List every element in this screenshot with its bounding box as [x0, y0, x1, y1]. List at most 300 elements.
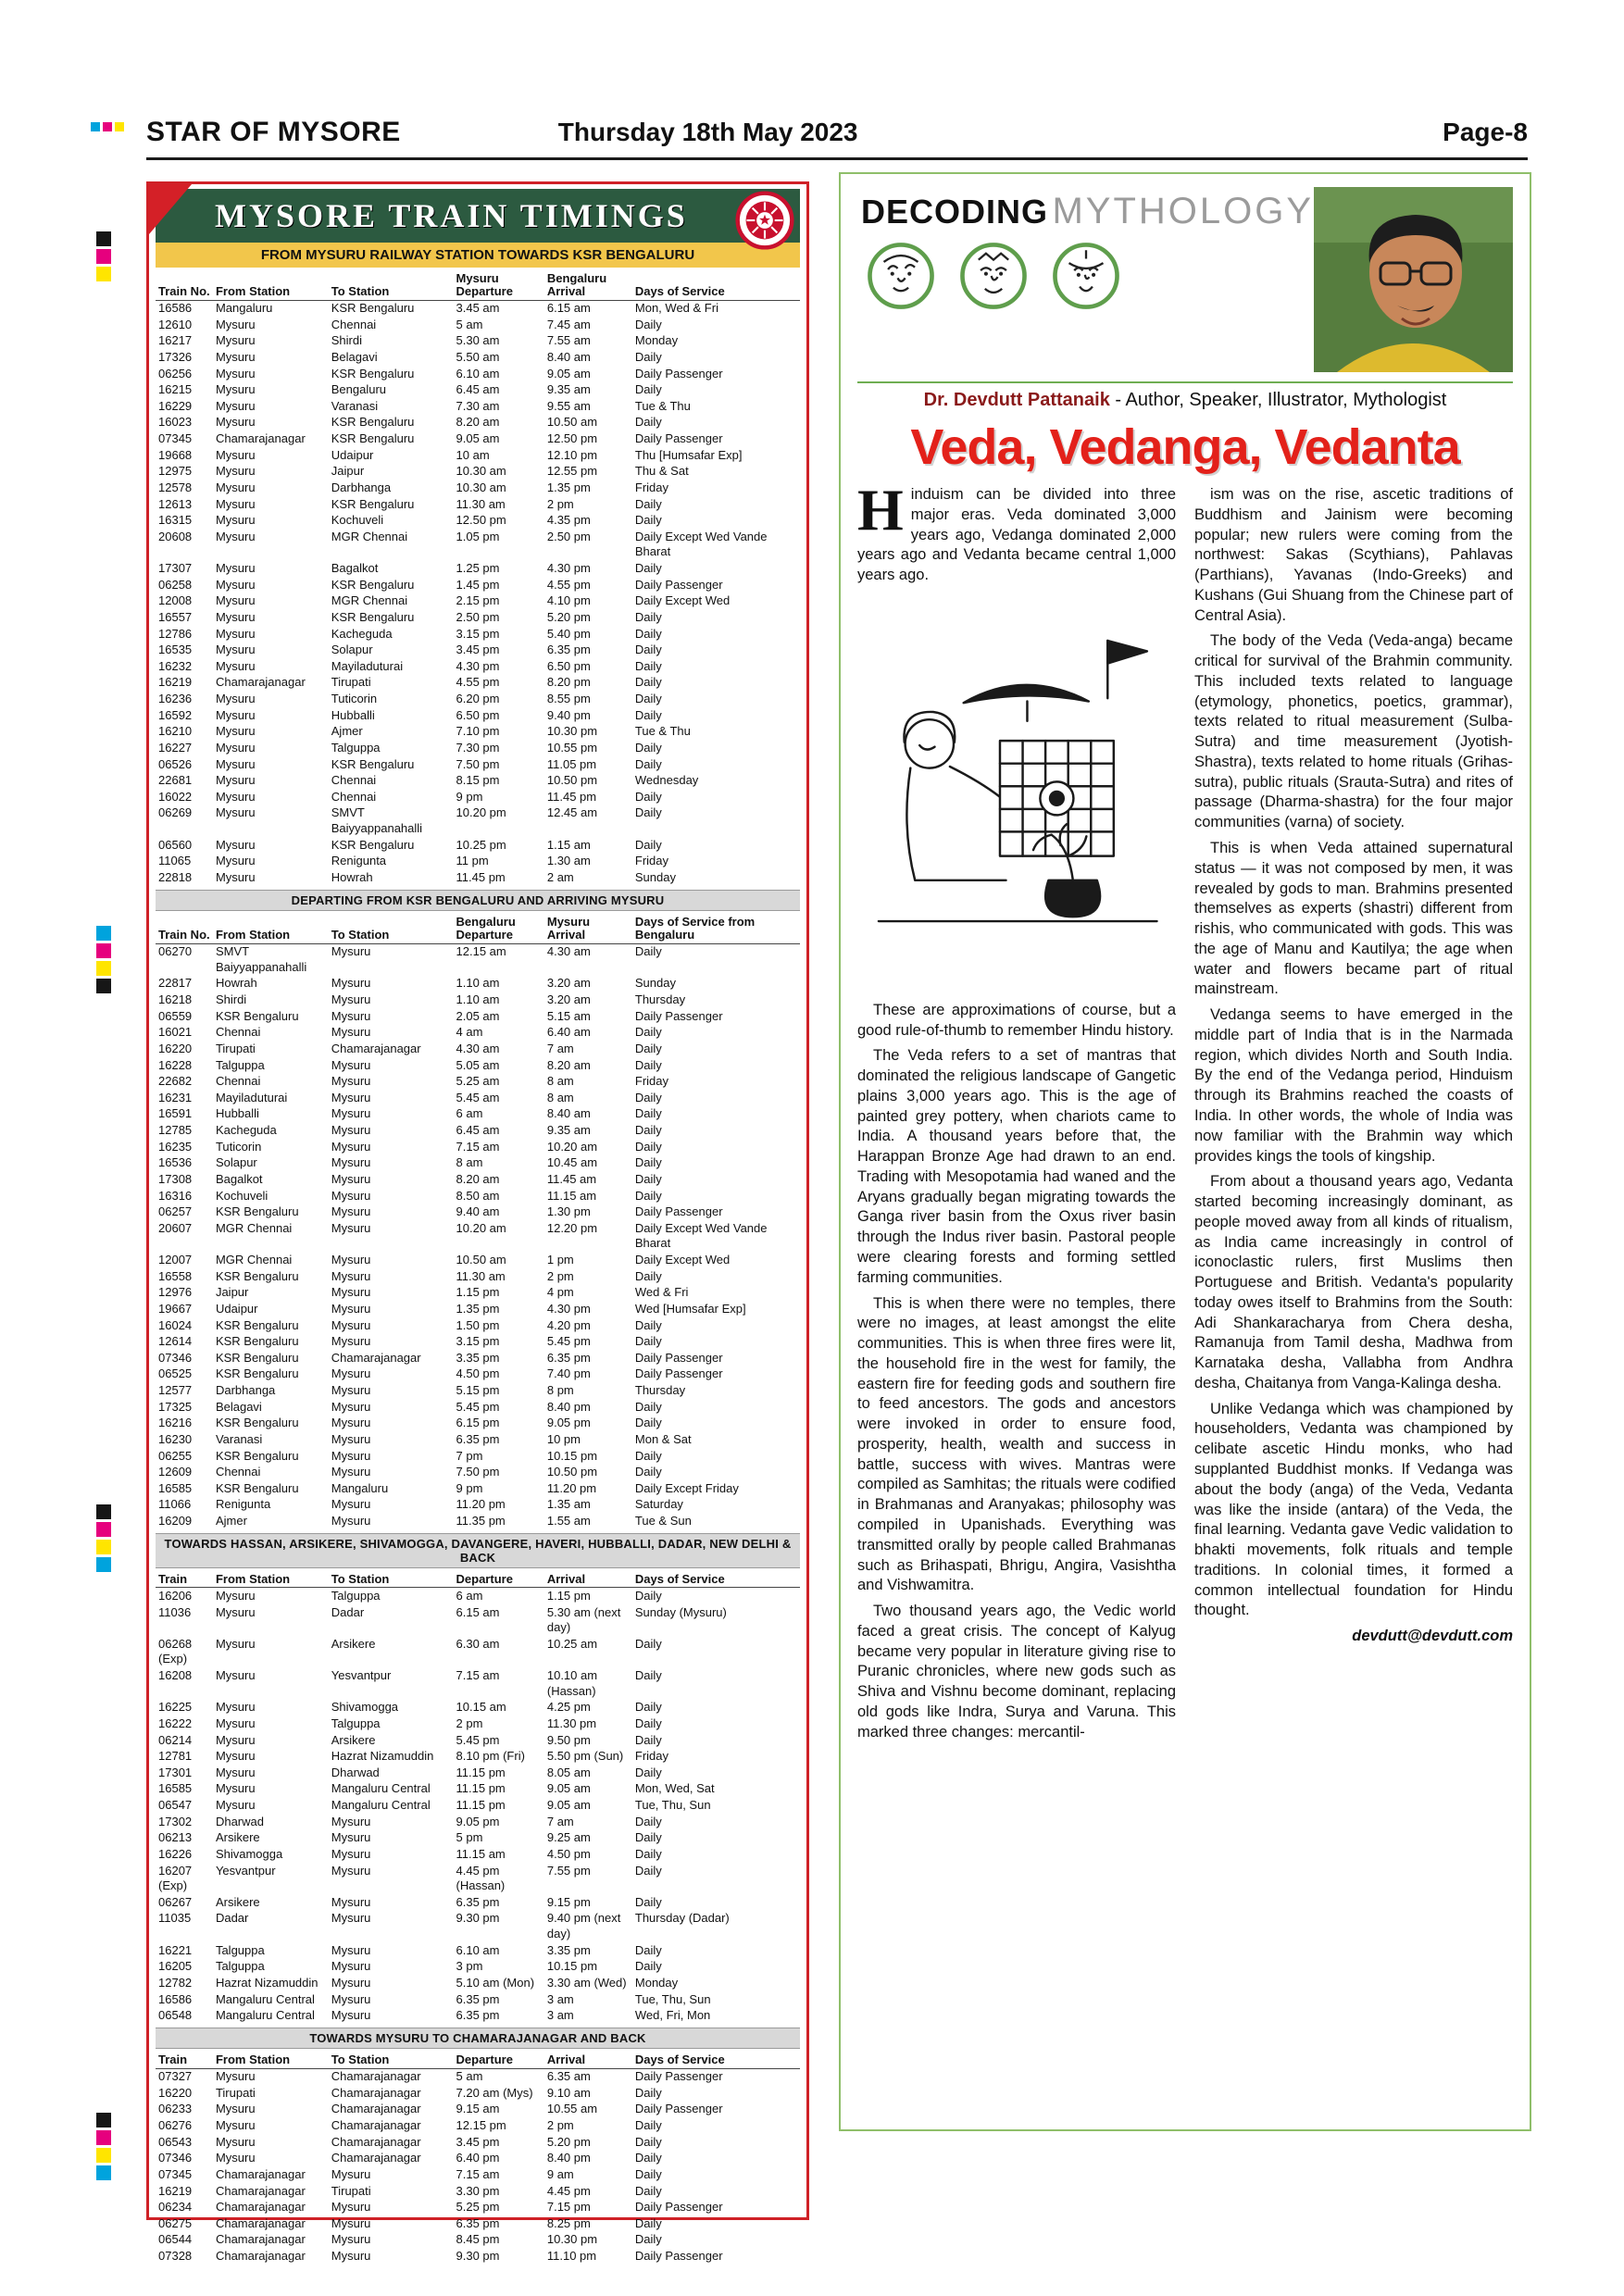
table-cell: 5.20 pm	[546, 609, 591, 624]
table-cell: Mysuru	[331, 1139, 371, 1154]
table-cell: Hazrat Nizamuddin	[215, 1975, 319, 1990]
article-body	[857, 477, 1513, 1748]
table-cell: Mysuru	[215, 2151, 256, 2165]
table-cell: Mysuru	[215, 1798, 256, 1813]
table-cell: Daily	[634, 1139, 662, 1154]
table-cell: 12976	[158, 1285, 193, 1300]
table-cell: 8.15 pm	[456, 773, 500, 788]
table-cell: 16208	[158, 1668, 193, 1683]
table-cell: 5.05 am	[456, 1057, 500, 1072]
table-cell: Daily Except Wed Vande Bharat	[634, 529, 768, 559]
table-cell: 06255	[158, 1448, 193, 1463]
table-cell: Daily	[634, 1416, 662, 1430]
table-cell: 9.40 pm (next day)	[546, 1911, 621, 1941]
table-row	[156, 1041, 800, 1057]
table-cell: Daily	[634, 1765, 662, 1779]
table-cell: Daily Passenger	[634, 1366, 723, 1381]
table-cell: 8.25 pm	[546, 2215, 591, 2230]
table-cell: 16315	[158, 513, 193, 528]
table-cell: 7.30 am	[456, 398, 500, 413]
table-cell: Mysuru	[215, 1732, 256, 1747]
table-row	[156, 317, 800, 333]
table-cell: 3 am	[546, 1991, 574, 2006]
table-cell: 5.10 am (Mon)	[456, 1975, 535, 1990]
table-cell: Daily	[634, 1863, 662, 1878]
table-cell: 16222	[158, 1716, 193, 1730]
table-cell: Daily Passenger	[634, 2069, 723, 2084]
table-row	[156, 2232, 800, 2249]
table-cell: Mangaluru Central	[331, 1798, 431, 1813]
table-cell: Mysuru	[331, 1814, 371, 1828]
registration-marks	[96, 926, 111, 993]
table-cell: Jaipur	[215, 1285, 249, 1300]
table-cell: Mysuru	[331, 1863, 371, 1878]
table-cell: 5 am	[456, 317, 483, 331]
table-cell: 4.55 pm	[456, 675, 500, 690]
table-cell: 11035	[158, 1911, 192, 1926]
table-cell: 07328	[158, 2249, 193, 2264]
table-row	[156, 1668, 800, 1700]
table-cell: 2.50 pm	[456, 609, 500, 624]
table-cell: 1.30 am	[546, 854, 591, 868]
table-cell: Mysuru	[215, 382, 256, 397]
table-cell: Mangaluru	[331, 1480, 389, 1495]
table-cell: Daily	[634, 1123, 662, 1138]
kicker-mythology: MYTHOLOGY	[1052, 191, 1315, 231]
table-cell: Chamarajanagar	[215, 2183, 306, 2198]
table-cell: 10.15 pm	[546, 1448, 598, 1463]
table-cell: Mysuru	[215, 1668, 256, 1683]
table-row	[156, 1588, 800, 1604]
newspaper-name: STAR OF MYSORE	[146, 117, 401, 147]
table-cell: 12577	[158, 1383, 193, 1398]
table-row	[156, 1514, 800, 1530]
table-cell: Wed & Fri	[634, 1285, 689, 1300]
table-row	[156, 1025, 800, 1042]
table-cell: 5.50 pm (Sun)	[546, 1749, 624, 1764]
table-cell: 7.45 am	[546, 317, 591, 331]
table-row	[156, 1863, 800, 1894]
table-cell: Mysuru	[215, 496, 256, 511]
table-cell: KSR Bengaluru	[331, 837, 415, 852]
table-cell: Daily	[634, 1588, 662, 1603]
table-cell: 3.15 pm	[456, 626, 500, 641]
table-row	[156, 366, 800, 382]
table-cell: 1.15 am	[546, 837, 591, 852]
table-cell: Mysuru	[331, 1090, 371, 1104]
table-cell: 17325	[158, 1399, 193, 1414]
table-cell: MGR Chennai	[331, 529, 408, 543]
table-cell: 22681	[158, 773, 193, 788]
table-cell: Daily Passenger	[634, 1008, 723, 1023]
table-row	[156, 740, 800, 756]
table-cell: Friday	[634, 480, 669, 494]
table-cell: 10.20 am	[546, 1139, 598, 1154]
table-cell: 9.30 pm	[456, 2249, 500, 2264]
table-cell: Daily	[634, 1942, 662, 1957]
article-header	[857, 187, 1513, 372]
table-cell: Mysuru	[215, 626, 256, 641]
table-cell: Shirdi	[215, 992, 247, 1007]
table-cell: Tue, Thu, Sun	[634, 1798, 711, 1813]
mythology-article	[839, 172, 1531, 2131]
table-row	[156, 675, 800, 692]
table-cell: 9.25 am	[546, 1830, 591, 1845]
table-cell: Kacheguda	[331, 626, 393, 641]
table-cell: 4.45 pm	[546, 2183, 591, 2198]
table-cell: 3.45 pm	[456, 643, 500, 657]
table-cell: Mysuru	[215, 1636, 256, 1651]
table-cell: KSR Bengaluru	[215, 1366, 299, 1381]
article-title: Veda, Vedanga, Vedanta	[910, 419, 1460, 475]
table-cell: Shivamogga	[215, 1846, 283, 1861]
table-row	[156, 1268, 800, 1285]
table-cell: 7.40 pm	[546, 1366, 591, 1381]
red-flag-icon	[149, 184, 192, 234]
table-cell: 10.30 pm	[546, 2232, 598, 2247]
table-cell: 8.50 am	[456, 1188, 500, 1203]
table-cell: Udaipur	[215, 1301, 258, 1316]
table-row	[156, 1846, 800, 1863]
table-cell: 06276	[158, 2118, 193, 2133]
table-cell: Mysuru	[331, 1025, 371, 1040]
table-row	[156, 1301, 800, 1317]
table-cell: KSR Bengaluru	[331, 366, 415, 381]
table-cell: 1.30 pm	[546, 1204, 591, 1219]
table-cell: 9.05 pm	[546, 1416, 591, 1430]
table-row	[156, 756, 800, 773]
table-cell: Daily	[634, 1814, 662, 1828]
table-cell: Chamarajanagar	[331, 2085, 421, 2100]
column-header: To Station	[329, 2053, 454, 2068]
table-cell: Daily	[634, 1155, 662, 1170]
table-row	[156, 300, 800, 317]
table-cell: 10 pm	[546, 1431, 581, 1446]
table-cell: 7 am	[546, 1041, 574, 1055]
table-cell: 1.35 pm	[456, 1301, 500, 1316]
table-row	[156, 869, 800, 886]
table-cell: 07346	[158, 1350, 193, 1365]
table-cell: 3.20 am	[546, 976, 591, 991]
table-row	[156, 2249, 800, 2265]
table-cell: 10.45 am	[546, 1155, 598, 1170]
caption-chamarajanagar-line: TOWARDS MYSURU TO CHAMARAJANAGAR AND BACK	[156, 2028, 800, 2049]
table-cell: 5.20 pm	[546, 2134, 591, 2149]
table-cell: Daily	[634, 1057, 662, 1072]
article-column-1	[857, 477, 1176, 1748]
issue-date: Thursday 18th May 2023	[557, 118, 858, 146]
table-cell: Tue & Sun	[634, 1514, 692, 1529]
table-cell: 3 am	[546, 2008, 574, 2023]
table-row	[156, 1959, 800, 1976]
table-cell: KSR Bengaluru	[215, 1204, 299, 1219]
column-header: To Station	[329, 271, 454, 300]
table-row	[156, 943, 800, 976]
table-cell: Daily	[634, 692, 662, 706]
table-cell: Chennai	[215, 1025, 261, 1040]
table-cell: Daily	[634, 2183, 662, 2198]
table-cell: 16219	[158, 2183, 193, 2198]
table-row	[156, 609, 800, 626]
table-row	[156, 1975, 800, 1991]
table-row	[156, 577, 800, 593]
table-cell: 22682	[158, 1074, 193, 1089]
table-cell: KSR Bengaluru	[331, 609, 415, 624]
table-row	[156, 1204, 800, 1221]
table-row	[156, 1399, 800, 1416]
table-cell: Mysuru	[215, 805, 256, 820]
table-row	[156, 382, 800, 399]
table-cell: 10.50 am	[456, 1253, 506, 1267]
table-cell: 12782	[158, 1975, 193, 1990]
table-cell: Tue & Thu	[634, 398, 691, 413]
table-cell: 7.15 pm	[546, 2200, 591, 2215]
table-cell: Daily	[634, 1171, 662, 1186]
table-cell: Mysuru	[331, 1991, 371, 2006]
table-cell: 22818	[158, 869, 193, 884]
table-row	[156, 1716, 800, 1732]
table-cell: Mysuru	[331, 2008, 371, 2023]
table-cell: Mysuru	[215, 366, 256, 381]
author-name: Dr. Devdutt Pattanaik	[923, 390, 1110, 410]
article-paragraph: This is when Veda attained supernatural status — it was not composed by men, it was revealed by gods to man. Brahmins presented themselves as experts (shastri) different from rishis, who communicated with gods. This was the age of Manu and Kautilya; the age when water and flowers became part of ritual mainstream.	[1194, 840, 1513, 998]
table-cell: KSR Bengaluru	[215, 1448, 299, 1463]
table-cell: 10.50 pm	[546, 1465, 598, 1479]
table-cell: 5.45 pm	[456, 1399, 500, 1414]
column-header: Train No.	[156, 915, 213, 943]
caption-towards-bengaluru: FROM MYSURU RAILWAY STATION TOWARDS KSR BENGALURU	[156, 243, 800, 268]
table-cell: Tirupati	[215, 2085, 256, 2100]
column-header: Train	[156, 2053, 213, 2068]
table-cell: 9.15 pm	[546, 1894, 591, 1909]
table-cell: Chamarajanagar	[215, 675, 306, 690]
table-row	[156, 349, 800, 366]
table-cell: Daily Except Friday	[634, 1480, 739, 1495]
table-cell: 10.55 pm	[546, 740, 598, 755]
table-cell: 16228	[158, 1057, 193, 1072]
table-cell: Mysuru	[331, 1268, 371, 1283]
table-cell: Monday	[634, 333, 679, 348]
table-cell: 17302	[158, 1814, 193, 1828]
table-cell: Mysuru	[215, 1765, 256, 1779]
table-cell: Mysuru	[331, 1253, 371, 1267]
table-cell: Mysuru	[331, 1911, 371, 1926]
table-cell: 6.50 pm	[546, 658, 591, 673]
table-cell: Daily	[634, 496, 662, 511]
table-cell: 16236	[158, 692, 193, 706]
table-cell: Mysuru	[215, 756, 256, 771]
table-cell: Mysuru	[331, 1465, 371, 1479]
table-cell: 9 pm	[456, 1480, 483, 1495]
table-cell: 3.15 pm	[456, 1334, 500, 1349]
table-cell: Mysuru	[215, 480, 256, 494]
table-cell: Mayiladuturai	[215, 1090, 288, 1104]
table-cell: 1.15 pm	[546, 1588, 591, 1603]
article-paragraph: These are approximations of course, but a good rule-of-thumb to remember Hindu history.	[857, 1001, 1176, 1039]
table-cell: 06548	[158, 2008, 193, 2023]
table-cell: Chamarajanagar	[331, 2151, 421, 2165]
column-2-paragraphs	[1194, 485, 1513, 1621]
table-cell: Arsikere	[331, 1732, 376, 1747]
table-cell: Jaipur	[331, 464, 365, 479]
table-cell: 4.30 am	[546, 944, 591, 959]
table-cell: 11.15 pm	[456, 1781, 506, 1796]
table-cell: 16591	[158, 1106, 193, 1121]
table-cell: Daily Passenger	[634, 1204, 723, 1219]
table-cell: Belagavi	[331, 349, 378, 364]
deity-mask-icon	[1052, 242, 1120, 310]
table-cell: Solapur	[331, 643, 373, 657]
table-row	[156, 1074, 800, 1091]
train-timings-title: MYSORE TRAIN TIMINGS	[215, 197, 688, 234]
table-cell: 10.20 pm	[456, 805, 506, 820]
table-cell: 16557	[158, 609, 193, 624]
table-cell: 16316	[158, 1188, 193, 1203]
table-cell: 9.05 am	[546, 1781, 591, 1796]
table-cell: Daily	[634, 1334, 662, 1349]
table-cell: Mysuru	[215, 773, 256, 788]
registration-marks	[91, 122, 124, 131]
table-row	[156, 1636, 800, 1667]
table-cell: 11.15 pm	[456, 1765, 506, 1779]
table-row	[156, 1139, 800, 1155]
table-cell: Daily	[634, 1716, 662, 1730]
table-row	[156, 1765, 800, 1781]
table-row	[156, 2166, 800, 2183]
table-cell: 10.25 am	[546, 1636, 598, 1651]
table-cell: 10.15 pm	[546, 1959, 598, 1974]
table-cell: 17326	[158, 349, 193, 364]
table-cell: 9.40 pm	[546, 707, 591, 722]
table-cell: 06560	[158, 837, 193, 852]
table-cell: Chamarajanagar	[331, 2118, 421, 2133]
table-cell: 12.50 pm	[546, 431, 598, 446]
table-cell: 6.10 am	[456, 366, 500, 381]
table-cell: 6.35 pm	[456, 1431, 500, 1446]
table-cell: 5.25 pm	[456, 2200, 500, 2215]
table-cell: Daily Except Wed	[634, 593, 731, 608]
table-cell: 3.45 am	[456, 301, 500, 316]
table-row	[156, 1317, 800, 1334]
table-cell: 20608	[158, 529, 193, 543]
table-cell: 7.55 am	[546, 333, 591, 348]
column-header: Arrival	[544, 1572, 632, 1588]
table-cell: Mysuru	[331, 1317, 371, 1332]
table-cell: 06526	[158, 756, 193, 771]
table-cell: Daily Passenger	[634, 2249, 723, 2264]
table-cell: 16024	[158, 1317, 193, 1332]
table-cell: 12785	[158, 1123, 193, 1138]
table-cell: Mysuru	[215, 2134, 256, 2149]
table-cell: 16219	[158, 675, 193, 690]
train-table-hassan-line	[156, 1572, 800, 2024]
table-cell: Sunday (Mysuru)	[634, 1604, 727, 1619]
table-cell: 8.55 pm	[546, 692, 591, 706]
table-cell: Mysuru	[215, 561, 256, 576]
table-cell: Belagavi	[215, 1399, 262, 1414]
table-cell: 19668	[158, 447, 193, 462]
table-cell: Mysuru	[215, 692, 256, 706]
table-cell: 11.45 am	[546, 1171, 597, 1186]
table-cell: 11.45 pm	[546, 789, 597, 804]
table-cell: Daily Passenger	[634, 577, 723, 592]
table-cell: 11.15 pm	[456, 1798, 506, 1813]
column-1-paragraphs	[857, 1001, 1176, 1743]
table-row	[156, 1106, 800, 1123]
table-cell: 16536	[158, 1155, 193, 1170]
table-cell: 7 pm	[456, 1448, 483, 1463]
table-cell: 6 am	[456, 1588, 483, 1603]
table-cell: Kochuveli	[331, 513, 384, 528]
table-cell: Daily	[634, 2151, 662, 2165]
column-header: Departure	[454, 1572, 544, 1588]
table-cell: 8.40 am	[546, 349, 591, 364]
table-cell: Daily Passenger	[634, 431, 723, 446]
table-cell: Chamarajanagar	[215, 2249, 306, 2264]
kicker-decoding: DECODING	[861, 193, 1049, 231]
article-paragraph: The Veda refers to a set of mantras that dominated the religious landscape of Gangetic plains 3,000 years ago. This is the age of painted grey pottery, when chariots came to India. A thousand years before that, the Harappan Bronze Age had drawn to an end. Trading with Mesopotamia had waned and the Aryans gradually began migrating towards the Ganga river basin from the Oxus river basin through the Indus river basin. Pastoral people were clearing forests and forming settled farming communities.	[857, 1047, 1176, 1286]
table-cell: Arsikere	[331, 1636, 376, 1651]
table-cell: Daily	[634, 740, 662, 755]
article-paragraph: This is when there were no temples, there were no images, at least amongst the elite communities. This is when three fires were lit, the household fire in the west for family, the eastern fire for feeding gods and southern fire to feed ancestors. The gods and ancestors were invoked in order to ensure food, prosperity, health, wealth and success in battle, success with wives. Mantras were compiled as Samhitas; the rituals were codified in Brahmanas and Aranyakas; philosophy was compiled in Upanishads. Everything was transmitted orally by people called Brahmanas such as Brihaspati, Bhrigu, Angira, Vasishtha and Vishwamitra.	[857, 1294, 1176, 1594]
table-cell: Mysuru	[331, 1008, 371, 1023]
table-row	[156, 2118, 800, 2135]
table-cell: Hubballi	[331, 707, 375, 722]
table-cell: 06275	[158, 2215, 193, 2230]
table-cell: Daily	[634, 1041, 662, 1055]
table-cell: Kacheguda	[215, 1123, 277, 1138]
table-cell: 5 am	[456, 2069, 483, 2084]
table-cell: 10.55 am	[546, 2102, 598, 2116]
table-cell: Saturday	[634, 1497, 683, 1512]
table-cell: Yesvantpur	[331, 1668, 392, 1683]
table-cell: Daily	[634, 1465, 662, 1479]
table-cell: Mysuru	[331, 2249, 371, 2264]
table-cell: 07345	[158, 2166, 193, 2181]
table-cell: 06559	[158, 1008, 193, 1023]
table-cell: 9.05 am	[546, 366, 591, 381]
table-cell: 20607	[158, 1220, 193, 1235]
table-cell: Mon, Wed, Sat	[634, 1781, 715, 1796]
table-cell: Mysuru	[215, 1604, 256, 1619]
table-cell: 6.40 pm	[456, 2151, 500, 2165]
table-cell: Mangaluru	[215, 301, 273, 316]
column-header: From Station	[213, 915, 329, 943]
table-cell: Mysuru	[331, 2232, 371, 2247]
table-cell: Mysuru	[215, 464, 256, 479]
table-cell: Bengaluru	[331, 382, 387, 397]
article-paragraph: The body of the Veda (Veda-anga) became critical for survival of the Brahmin community. This included texts related to language (etymology, phonetics, poetics, grammar), texts related to ritual measurement (Sulba-Sutra) and time measurement (Jyotish-Shastra), texts related to home rituals (Grihas-sutra), public rituals (Srauta-Sutra) and rites of passage (Dharma-shastra) for the four major communities (varna) of society.	[1194, 632, 1513, 831]
table-cell: 11.45 pm	[456, 869, 506, 884]
table-row	[156, 626, 800, 643]
table-cell: 16226	[158, 1846, 193, 1861]
table-cell: 11.15 am	[456, 1846, 506, 1861]
table-cell: KSR Bengaluru	[215, 1268, 299, 1283]
table-cell: Darbhanga	[331, 480, 392, 494]
table-cell: 3.20 am	[546, 992, 591, 1007]
table-cell: KSR Bengaluru	[331, 496, 415, 511]
table-cell: 06547	[158, 1798, 193, 1813]
table-cell: 9.40 am	[456, 1204, 500, 1219]
table-cell: Daily Passenger	[634, 2200, 723, 2215]
table-cell: 10.15 am	[456, 1700, 506, 1715]
table-cell: 2 pm	[546, 496, 574, 511]
table-cell: 7.15 am	[456, 2166, 500, 2181]
table-cell: 07327	[158, 2069, 193, 2084]
table-cell: 12578	[158, 480, 193, 494]
table-cell: Sunday	[634, 869, 676, 884]
table-cell: 6.35 am	[546, 2069, 591, 2084]
